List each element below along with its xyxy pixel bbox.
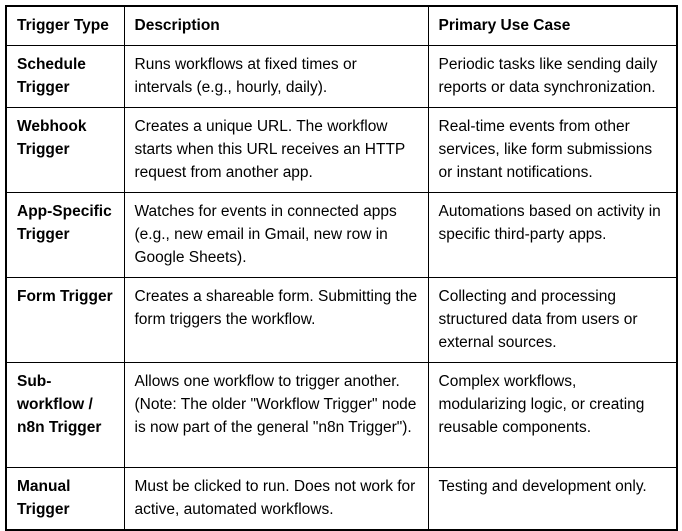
description-cell: Runs workflows at fixed times or intervals (e.g., hourly, daily). [124, 46, 428, 108]
description-cell: Must be clicked to run. Does not work for active, automated workflows. [124, 468, 428, 531]
trigger-type-cell: Form Trigger [6, 278, 124, 363]
trigger-type-cell: Manual Trigger [6, 468, 124, 531]
use-case-cell: Complex workflows, modularizing logic, or creating reusable components. [428, 363, 677, 468]
trigger-type-cell: App-Specific Trigger [6, 193, 124, 278]
description-cell: Watches for events in connected apps (e.g., new email in Gmail, new row in Google Sheets). [124, 193, 428, 278]
use-case-cell: Collecting and processing structured data from users or external sources. [428, 278, 677, 363]
trigger-type-cell: Schedule Trigger [6, 46, 124, 108]
trigger-types-table [5, 5, 678, 531]
description-cell: Creates a unique URL. The workflow starts when this URL receives an HTTP request from another app. [124, 108, 428, 193]
description-cell: Creates a shareable form. Submitting the form triggers the workflow. [124, 278, 428, 363]
header-trigger-type: Trigger Type [6, 6, 124, 46]
trigger-type-cell: Sub-workflow / n8n Trigger [6, 363, 124, 468]
table-row [6, 46, 677, 108]
header-description: Description [124, 6, 428, 46]
trigger-type-cell: Webhook Trigger [6, 108, 124, 193]
table-row [6, 363, 677, 468]
use-case-cell: Periodic tasks like sending daily reports or data synchronization. [428, 46, 677, 108]
use-case-cell: Automations based on activity in specific third-party apps. [428, 193, 677, 278]
use-case-cell: Testing and development only. [428, 468, 677, 531]
table-row [6, 278, 677, 363]
description-cell: Allows one workflow to trigger another. (Note: The older "Workflow Trigger" node is now part of the general "n8n Trigger"). [124, 363, 428, 468]
table-row [6, 193, 677, 278]
table-row [6, 468, 677, 531]
header-use-case: Primary Use Case [428, 6, 677, 46]
use-case-cell: Real-time events from other services, like form submissions or instant notifications. [428, 108, 677, 193]
table-row [6, 108, 677, 193]
table-header-row [6, 6, 677, 46]
